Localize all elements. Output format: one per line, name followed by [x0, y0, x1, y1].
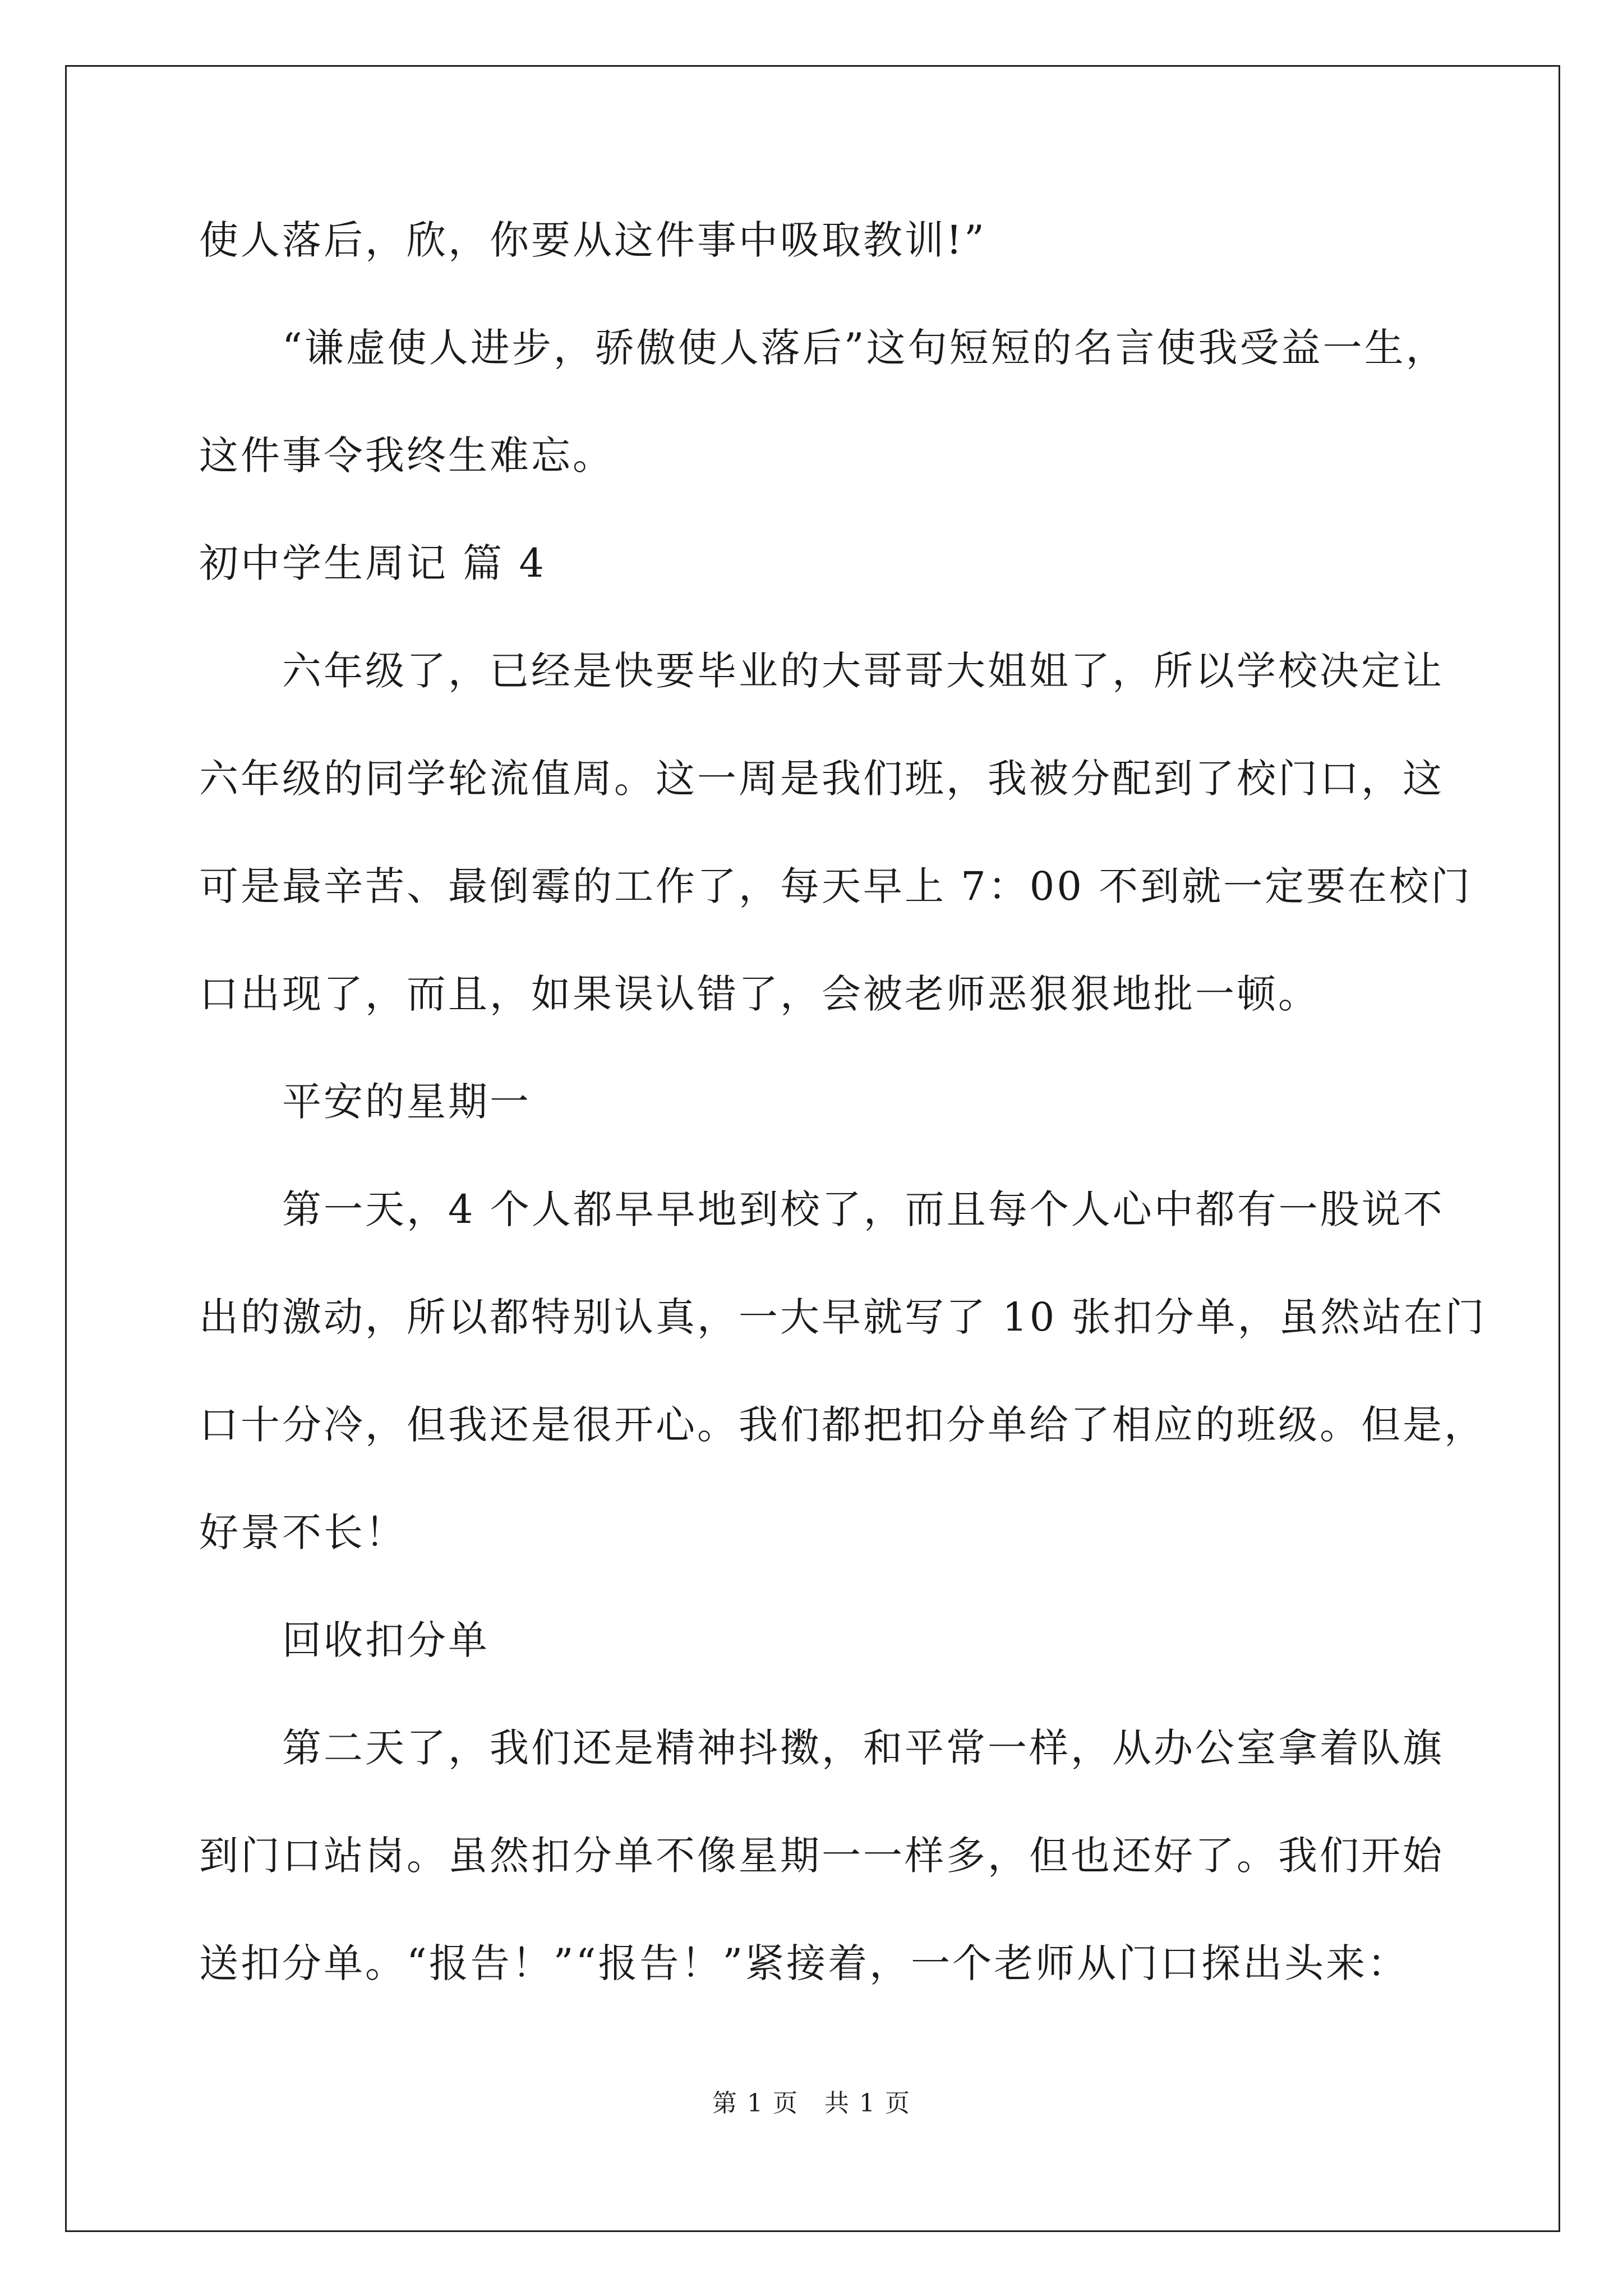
text-line-3: 这件事令我终生难忘。 [199, 432, 614, 478]
text-line-13: 好景不长！ [199, 1510, 407, 1556]
text-line-5: 六年级了，已经是快要毕业的大哥哥大姐姐了，所以学校决定让 [282, 648, 1444, 694]
text-line-17: 送扣分单。“报告！”“报告！”紧接着，一个老师从门口探出头来： [199, 1940, 1409, 1986]
text-line-7: 可是最辛苦、最倒霉的工作了，每天早上 7：00 不到就一定要在校门 [199, 863, 1473, 909]
subheading-recall: 回收扣分单 [282, 1617, 490, 1663]
text-line-2: “谦虚使人进步，骄傲使人落后”这句短短的名言使我受益一生， [282, 325, 1447, 371]
text-line-1: 使人落后，欣，你要从这件事中吸取教训!” [199, 217, 986, 263]
text-line-16: 到门口站岗。虽然扣分单不像星期一一样多，但也还好了。我们开始 [199, 1833, 1444, 1879]
text-line-6: 六年级的同学轮流值周。这一周是我们班，我被分配到了校门口，这 [199, 756, 1444, 802]
text-line-10: 第一天，4 个人都早早地到校了，而且每个人心中都有一股说不 [282, 1186, 1445, 1232]
text-line-15: 第二天了，我们还是精神抖擞，和平常一样，从办公室拿着队旗 [282, 1725, 1444, 1771]
section-heading: 初中学生周记 篇 4 [199, 540, 547, 586]
document-body [199, 213, 1487, 2044]
text-line-8: 口出现了，而且，如果误认错了，会被老师恶狠狠地批一顿。 [199, 971, 1320, 1017]
page-footer: 第 1 页 共 1 页 [712, 2089, 911, 2118]
text-line-12: 口十分冷，但我还是很开心。我们都把扣分单给了相应的班级。但是， [199, 1402, 1486, 1448]
text-line-11: 出的激动，所以都特别认真，一大早就写了 10 张扣分单，虽然站在门 [199, 1294, 1487, 1340]
subheading-monday: 平安的星期一 [282, 1079, 531, 1125]
